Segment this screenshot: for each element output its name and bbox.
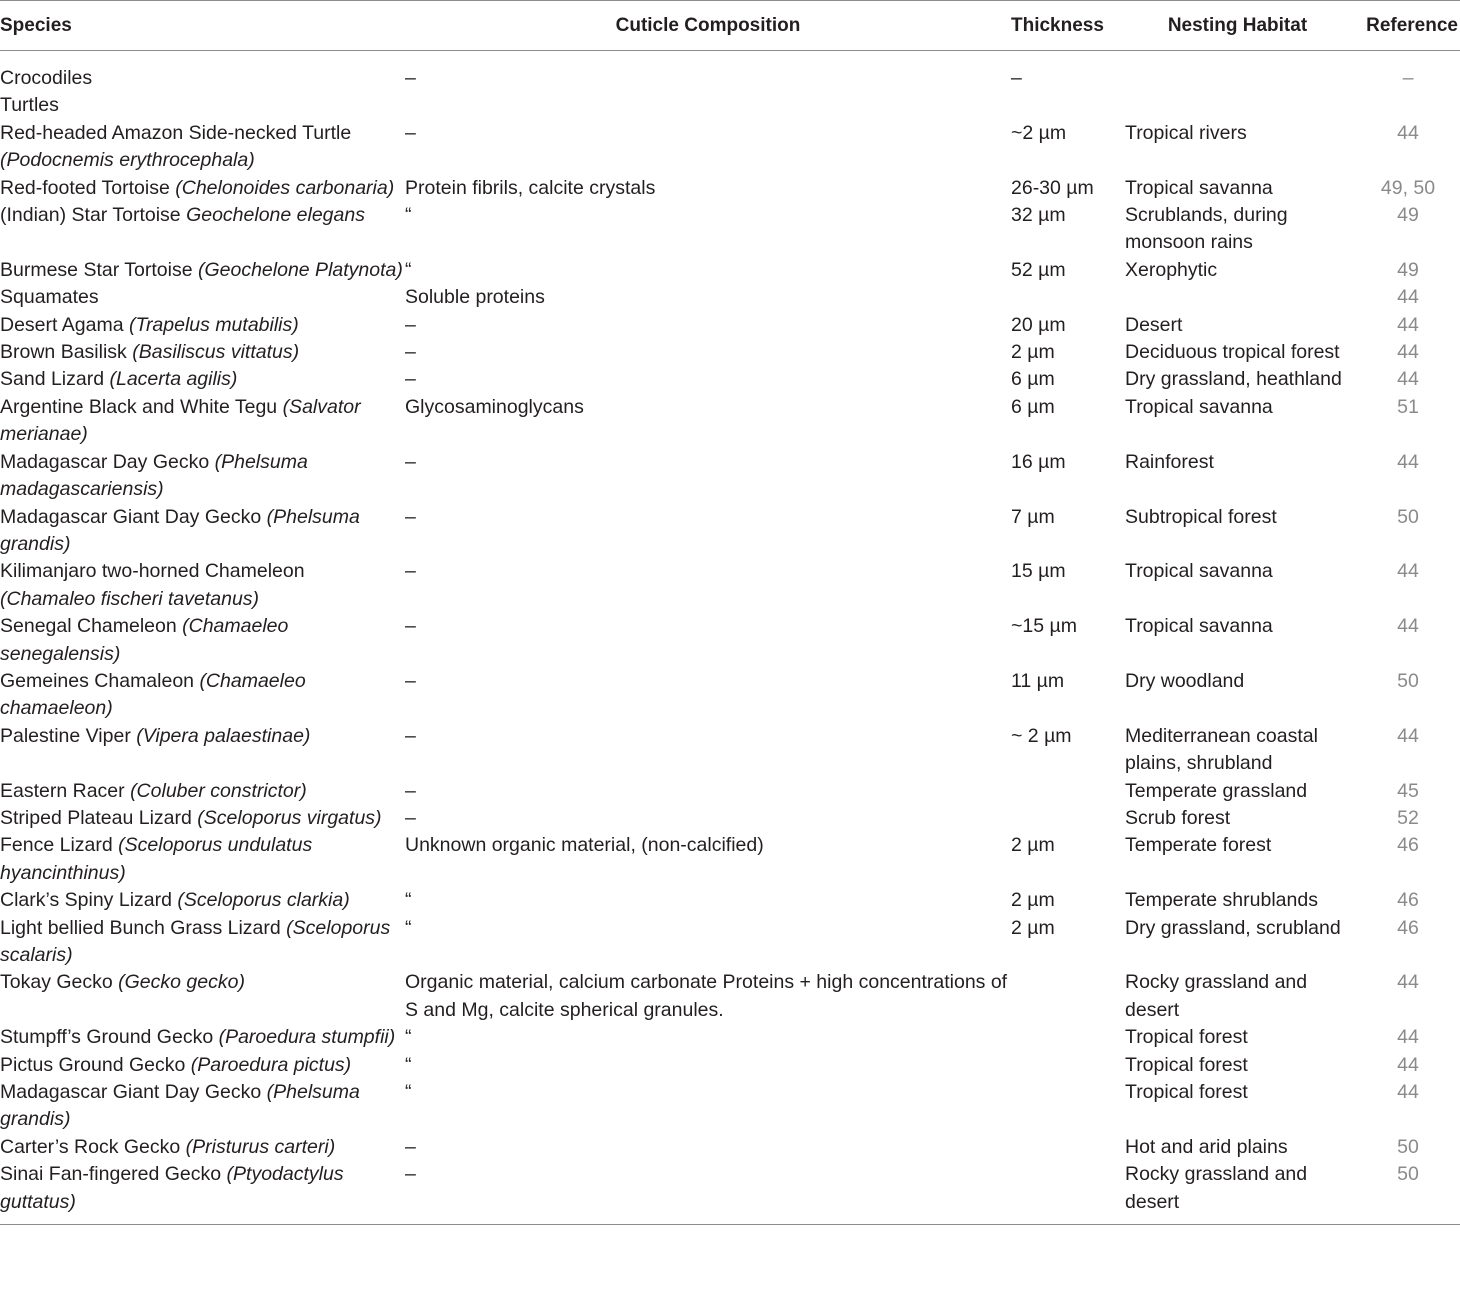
species-cell <box>0 312 405 339</box>
table-row <box>0 202 1460 257</box>
table-row <box>0 723 1460 778</box>
reference-cell: 44 <box>1397 560 1419 583</box>
composition-cell: – <box>405 341 416 364</box>
reference-cell: 49 <box>1397 204 1419 227</box>
thickness-cell <box>1011 92 1125 119</box>
reference-cell: 44 <box>1397 450 1419 473</box>
species-scientific-name: (Paroedura pictus) <box>190 1053 352 1076</box>
reference-cell: 44 <box>1397 1053 1419 1076</box>
composition-cell: – <box>405 779 416 802</box>
species-scientific-name: (Coluber constrictor) <box>130 779 307 802</box>
composition-cell: – <box>405 724 416 747</box>
thickness-cell <box>1011 805 1125 832</box>
table-row <box>0 504 1460 559</box>
species-cell <box>0 915 405 970</box>
composition-cell: – <box>405 313 416 336</box>
habitat-cell: Tropical forest <box>1125 1053 1248 1076</box>
species-common-name: Fence Lizard <box>0 834 119 857</box>
species-cell <box>0 257 405 284</box>
composition-cell: – <box>405 450 416 473</box>
table-row <box>0 778 1460 805</box>
habitat-cell: Tropical forest <box>1125 1081 1248 1104</box>
species-common-name: Senegal Chameleon <box>0 615 183 638</box>
composition-cell: – <box>405 806 416 829</box>
species-scientific-name: (Sceloporus virgatus) <box>197 806 382 829</box>
species-cell <box>0 969 405 1024</box>
table-row <box>0 805 1460 832</box>
habitat-cell: Tropical forest <box>1125 1026 1248 1049</box>
thickness-cell: ~2 µm <box>1011 121 1067 144</box>
thickness-cell: ~15 µm <box>1011 615 1077 638</box>
habitat-cell: Scrub forest <box>1125 806 1231 829</box>
thickness-cell <box>1011 1161 1125 1224</box>
species-common-name: Pictus Ground Gecko <box>0 1053 191 1076</box>
habitat-cell: Dry grassland, heathland <box>1125 368 1342 391</box>
species-cell <box>0 202 405 257</box>
composition-cell: Glycosaminoglycans <box>405 395 584 418</box>
reference-cell: 50 <box>1397 505 1419 528</box>
species-common-name: Tokay Gecko <box>0 971 119 994</box>
table-row <box>0 915 1460 970</box>
habitat-cell <box>1125 284 1350 311</box>
species-scientific-name: Geochelone elegans <box>186 204 365 227</box>
composition-cell: – <box>405 1163 416 1186</box>
thickness-cell: 16 µm <box>1011 450 1066 473</box>
table-row <box>0 51 1460 93</box>
species-scientific-name: (Phelsuma grandis) <box>0 1081 360 1131</box>
reference-cell: 45 <box>1397 779 1419 802</box>
species-scientific-name: (Trapelus mutabilis) <box>128 313 299 336</box>
table-row <box>0 1052 1460 1079</box>
composition-cell: Protein fibrils, calcite crystals <box>405 176 656 199</box>
table-row <box>0 449 1460 504</box>
species-common-name: Palestine Viper <box>0 724 137 747</box>
species-common-name: Striped Plateau Lizard <box>0 806 198 829</box>
habitat-cell: Xerophytic <box>1125 258 1218 281</box>
header-row <box>0 1 1460 51</box>
habitat-cell: Rocky grassland and desert <box>1125 971 1308 1021</box>
reference-cell: 44 <box>1397 615 1419 638</box>
reference-cell: 44 <box>1397 286 1419 309</box>
species-cell <box>0 366 405 393</box>
composition-cell: – <box>405 1135 416 1158</box>
thickness-cell <box>1011 778 1125 805</box>
species-common-name: Red-headed Amazon Side-necked Turtle <box>0 121 352 144</box>
species-cell <box>0 339 405 366</box>
thickness-cell: 6 µm <box>1011 368 1055 391</box>
habitat-cell: Deciduous tropical forest <box>1125 341 1340 364</box>
species-scientific-name: (Sceloporus scalaris) <box>0 916 391 966</box>
table-row <box>0 284 1460 311</box>
thickness-cell <box>1011 1052 1125 1079</box>
species-common-name: Stumpff’s Ground Gecko <box>0 1026 219 1049</box>
composition-cell: “ <box>405 889 412 912</box>
composition-cell: – <box>405 505 416 528</box>
habitat-cell: Dry woodland <box>1125 669 1245 692</box>
species-cell <box>0 1024 405 1051</box>
species-scientific-name: (Paroedura stumpfii) <box>218 1026 396 1049</box>
reference-cell: – <box>1402 67 1414 89</box>
species-common-name: Sand Lizard <box>0 368 110 391</box>
species-common-name: (Indian) Star Tortoise <box>0 204 187 227</box>
header-habitat: Nesting Habitat <box>1167 14 1308 36</box>
species-cell <box>0 887 405 914</box>
thickness-cell: 2 µm <box>1011 834 1055 857</box>
composition-cell: – <box>405 669 416 692</box>
thickness-cell: 15 µm <box>1011 560 1066 583</box>
composition-cell: – <box>405 67 416 89</box>
thickness-cell: 2 µm <box>1011 889 1055 912</box>
reference-cell: 44 <box>1397 724 1419 747</box>
table-body <box>0 51 1460 1225</box>
reference-cell: 44 <box>1397 313 1419 336</box>
table-row <box>0 558 1460 613</box>
composition-cell: – <box>405 560 416 583</box>
species-cell <box>0 1161 405 1224</box>
species-scientific-name: (Lacerta agilis) <box>109 368 238 391</box>
reference-cell: 46 <box>1397 916 1419 939</box>
thickness-cell: 52 µm <box>1011 258 1066 281</box>
composition-cell: Organic material, calcium carbonate Proteins + high concentrations of S and Mg, calcite spherical granules. <box>405 971 1008 1021</box>
species-common-name: Madagascar Day Gecko <box>0 450 215 473</box>
thickness-cell: 2 µm <box>1011 341 1055 364</box>
table-row <box>0 1161 1460 1224</box>
composition-cell <box>405 92 1011 119</box>
reference-cell: 50 <box>1397 669 1419 692</box>
thickness-cell: 11 µm <box>1011 669 1065 692</box>
species-common-name: Madagascar Giant Day Gecko <box>0 505 267 528</box>
reference-cell: 50 <box>1397 1163 1419 1186</box>
species-common-name: Turtles <box>0 94 59 117</box>
habitat-cell <box>1125 51 1350 93</box>
species-scientific-name: (Basiliscus vittatus) <box>132 341 300 364</box>
species-cell <box>0 449 405 504</box>
reference-cell: 44 <box>1397 971 1419 994</box>
composition-cell: Unknown organic material, (non-calcified) <box>405 834 764 857</box>
species-scientific-name: (Sceloporus clarkia) <box>177 889 350 912</box>
habitat-cell: Hot and arid plains <box>1125 1135 1288 1158</box>
species-common-name: Desert Agama <box>0 313 129 336</box>
habitat-cell: Tropical rivers <box>1125 121 1247 144</box>
header-thickness: Thickness <box>1011 14 1104 36</box>
table-row <box>0 969 1460 1024</box>
table-row <box>0 613 1460 668</box>
thickness-cell <box>1011 284 1125 311</box>
species-common-name: Eastern Racer <box>0 779 131 802</box>
species-cell <box>0 92 405 119</box>
species-cell <box>0 723 405 778</box>
reference-cell: 44 <box>1397 1081 1419 1104</box>
reference-cell: 44 <box>1397 121 1419 144</box>
habitat-cell: Rocky grassland and desert <box>1125 1163 1308 1213</box>
thickness-cell <box>1011 969 1125 1024</box>
thickness-cell: 32 µm <box>1011 204 1066 227</box>
thickness-cell: ~ 2 µm <box>1011 724 1072 747</box>
thickness-cell: 2 µm <box>1011 916 1055 939</box>
species-scientific-name: (Gecko gecko) <box>118 971 245 994</box>
table-row <box>0 92 1460 119</box>
thickness-cell: 7 µm <box>1011 505 1055 528</box>
habitat-cell: Desert <box>1125 313 1183 336</box>
composition-cell: – <box>405 121 416 144</box>
reference-cell: 44 <box>1397 341 1419 364</box>
composition-cell: “ <box>405 1053 412 1076</box>
species-common-name: Light bellied Bunch Grass Lizard <box>0 916 287 939</box>
species-scientific-name: (Vipera palaestinae) <box>136 724 311 747</box>
species-scientific-name: (Pristurus carteri) <box>185 1135 336 1158</box>
species-cell <box>0 1134 405 1161</box>
species-cell <box>0 1079 405 1134</box>
habitat-cell: Tropical savanna <box>1125 176 1273 199</box>
table-row <box>0 394 1460 449</box>
reference-cell: 46 <box>1397 834 1419 857</box>
reference-cell: 49, 50 <box>1380 176 1436 199</box>
species-common-name: Madagascar Giant Day Gecko <box>0 1081 267 1104</box>
species-scientific-name: (Chamaeleo chamaeleon) <box>0 669 306 720</box>
species-common-name: Burmese Star Tortoise <box>0 258 198 281</box>
habitat-cell: Tropical savanna <box>1125 560 1273 583</box>
species-cell <box>0 504 405 559</box>
species-common-name: Clark’s Spiny Lizard <box>0 889 178 912</box>
species-scientific-name: (Salvator merianae) <box>0 395 361 446</box>
reference-cell: 46 <box>1397 889 1419 912</box>
habitat-cell: Temperate shrublands <box>1125 889 1318 912</box>
species-cell <box>0 778 405 805</box>
reference-cell: 44 <box>1397 1026 1419 1049</box>
species-common-name: Carter’s Rock Gecko <box>0 1135 186 1158</box>
species-scientific-name: (Podocnemis erythrocephala) <box>0 149 255 172</box>
species-common-name: Crocodiles <box>0 67 93 89</box>
reference-cell: 44 <box>1397 368 1419 391</box>
reference-cell: 49 <box>1397 258 1419 281</box>
species-scientific-name: (Chamaleo fischeri tavetanus) <box>0 587 260 610</box>
table-row <box>0 366 1460 393</box>
species-scientific-name: (Sceloporus undulatus hyancinthinus) <box>0 834 313 884</box>
table-row <box>0 120 1460 175</box>
composition-cell: “ <box>405 258 412 281</box>
thickness-cell: 26-30 µm <box>1011 176 1094 199</box>
species-scientific-name: (Phelsuma grandis) <box>0 505 360 555</box>
species-cell <box>0 832 405 887</box>
species-cell <box>0 120 405 175</box>
table-row <box>0 339 1460 366</box>
habitat-cell <box>1125 92 1350 119</box>
species-scientific-name: (Geochelone Platynota) <box>197 258 403 281</box>
table-row <box>0 175 1460 202</box>
habitat-cell: Mediterranean coastal plains, shrubland <box>1125 724 1318 775</box>
thickness-cell <box>1011 1134 1125 1161</box>
species-common-name: Red-footed Tortoise <box>0 176 176 199</box>
species-common-name: Kilimanjaro two-horned Chameleon <box>0 560 305 583</box>
table-row <box>0 257 1460 284</box>
table-row <box>0 1079 1460 1134</box>
composition-cell: “ <box>405 1026 412 1049</box>
habitat-cell: Temperate forest <box>1125 834 1272 857</box>
species-cell <box>0 284 405 311</box>
species-cell <box>0 558 405 613</box>
habitat-cell: Rainforest <box>1125 450 1214 473</box>
species-cell <box>0 668 405 723</box>
species-common-name: Brown Basilisk <box>0 341 133 364</box>
table-row <box>0 887 1460 914</box>
composition-cell: Soluble proteins <box>405 286 545 309</box>
composition-cell: “ <box>405 1081 412 1104</box>
habitat-cell: Temperate grassland <box>1125 779 1308 802</box>
reference-cell: 51 <box>1397 395 1419 418</box>
habitat-cell: Tropical savanna <box>1125 615 1273 638</box>
table-row <box>0 1024 1460 1051</box>
species-scientific-name: (Ptyodactylus guttatus) <box>0 1163 344 1213</box>
habitat-cell: Tropical savanna <box>1125 395 1273 418</box>
habitat-cell: Dry grassland, scrubland <box>1125 916 1341 939</box>
habitat-cell: Subtropical forest <box>1125 505 1277 528</box>
reference-cell: 50 <box>1397 1135 1419 1158</box>
species-cell <box>0 613 405 668</box>
table-row <box>0 312 1460 339</box>
thickness-cell: – <box>1011 67 1022 89</box>
thickness-cell <box>1011 1024 1125 1051</box>
table-row <box>0 1134 1460 1161</box>
composition-cell: “ <box>405 204 412 227</box>
species-scientific-name: (Chamaeleo senegalensis) <box>0 615 289 665</box>
species-scientific-name: (Phelsuma madagascariensis) <box>0 450 308 501</box>
species-common-name: Sinai Fan-fingered Gecko <box>0 1163 227 1186</box>
composition-cell: “ <box>405 916 412 939</box>
header-reference: Reference <box>1366 14 1458 36</box>
table-row <box>0 832 1460 887</box>
species-cell <box>0 1052 405 1079</box>
species-cell <box>0 394 405 449</box>
thickness-cell <box>1011 1079 1125 1134</box>
reference-cell <box>1350 92 1460 119</box>
species-scientific-name: (Chelonoides carbonaria) <box>175 176 395 199</box>
thickness-cell: 20 µm <box>1011 313 1066 336</box>
species-cell <box>0 175 405 202</box>
header-composition: Cuticle Composition <box>615 14 801 36</box>
species-common-name: Squamates <box>0 286 99 309</box>
table-row <box>0 668 1460 723</box>
composition-cell: – <box>405 368 416 391</box>
species-common-name: Gemeines Chamaleon <box>0 669 200 692</box>
reference-cell: 52 <box>1397 806 1419 829</box>
habitat-cell: Scrublands, during monsoon rains <box>1125 204 1288 254</box>
species-cell <box>0 51 405 93</box>
thickness-cell: 6 µm <box>1011 395 1055 418</box>
species-common-name: Argentine Black and White Tegu <box>0 395 283 418</box>
header-species: Species <box>0 14 72 36</box>
species-cell <box>0 805 405 832</box>
composition-cell: – <box>405 615 416 638</box>
